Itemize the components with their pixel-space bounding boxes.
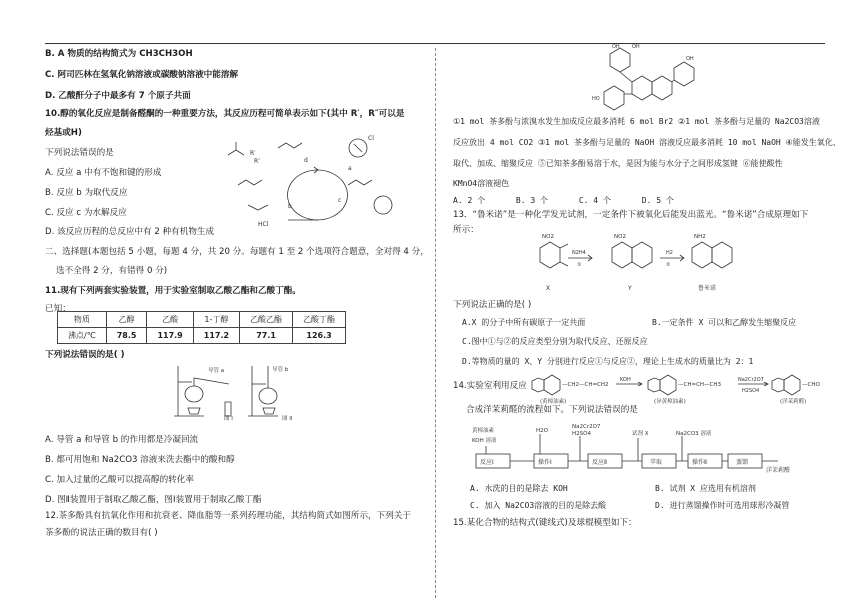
svg-text:—CH=CH—CH3: —CH=CH—CH3 — [678, 382, 722, 388]
ketone-skeleton — [228, 150, 244, 155]
svg-text:Y: Y — [628, 285, 632, 292]
svg-text:②: ② — [666, 262, 671, 268]
label-fig1: 图 I — [224, 416, 233, 422]
q12-stem-cont: 茶多酚的说法正确的数目有( ) — [45, 528, 158, 538]
apparatus-figure — [170, 362, 300, 420]
table-cell: 物质 — [58, 312, 107, 328]
table-cell: 126.3 — [293, 328, 346, 344]
q12-stem: 12.茶多酚具有抗氧化作用和抗衰老、降血脂等一系列药理功能，其结构简式如图所示，下列关于 — [45, 511, 412, 521]
table-row — [58, 328, 346, 344]
svg-text:①: ① — [577, 262, 582, 268]
label-tube-b: 导管 b — [272, 367, 289, 373]
q13-ask: 下列说法正确的是( ) — [453, 300, 532, 310]
table-header-row — [58, 312, 346, 328]
svg-text:OH: OH — [686, 56, 694, 62]
q11-stem: 11.现有下列两套实验装置，用于实验室制取乙酸乙酯和乙酸丁酯。 — [45, 286, 301, 296]
q13-option-b: B.一定条件 X 可以和乙醇发生缩聚反应 — [652, 318, 797, 327]
svg-text:操作Ⅱ: 操作Ⅱ — [692, 459, 707, 466]
q12-option-b: B. 3 个 — [515, 196, 549, 205]
q15-stem: 15.某化合物的结构式(键线式)及球棍模型如下： — [453, 518, 637, 528]
svg-text:洋茉莉醛: 洋茉莉醛 — [766, 467, 791, 474]
q13-option-d: D.等物质的量的 X、Y 分别进行反应①与反应②，理论上生成水的质量比为 2：1 — [462, 357, 754, 366]
svg-text:反应Ⅱ: 反应Ⅱ — [592, 459, 607, 466]
table-cell: 1-丁醇 — [193, 312, 239, 328]
q9-option-c: C. 阿司匹林在氢氧化钠溶液或碳酸钠溶液中能溶解 — [45, 70, 239, 80]
svg-text:H2SO4: H2SO4 — [572, 431, 591, 437]
svg-text:KOH 溶液: KOH 溶液 — [472, 438, 497, 444]
table-cell: 乙酸 — [147, 312, 193, 328]
q14-option-a: A. 水洗的目的是除去 KOH — [470, 484, 568, 493]
q10-stem: 10.醇的氧化反应是制备醛酮的一种重要方法，其反应历程可简单表示如下(其中 R′，R″可以是 — [45, 109, 405, 119]
svg-text:OH: OH — [612, 44, 620, 50]
q13-stem-cont: 所示： — [453, 225, 479, 235]
q14-reaction-scheme — [530, 372, 830, 406]
svg-text:(异黄樟油素): (异黄樟油素) — [654, 399, 686, 405]
q12-options — [453, 196, 674, 206]
no2-label-y: NO2 — [614, 234, 626, 240]
boiling-point-table — [57, 311, 346, 344]
svg-text:蒸馏: 蒸馏 — [736, 459, 749, 466]
q11-option-a: A. 导管 a 和导管 b 的作用都是冷凝回流 — [45, 435, 199, 445]
q10-option-c: C. 反应 c 为水解反应 — [45, 208, 127, 218]
luminol-synthesis-figure — [520, 234, 750, 296]
svg-text:b: b — [288, 203, 292, 210]
header-rule — [45, 43, 825, 44]
q12-statement-3: 取代、加成、缩聚反应 ⑤已知茶多酚易溶于水，是因为能与水分子之间形成氢键 ⑥能使酸性 — [453, 159, 783, 168]
q9-option-d: D. 乙酸酐分子中最多有 7 个原子共面 — [45, 91, 191, 101]
q11-option-d: D. 图Ⅱ装置用于制取乙酸乙酯，图Ⅰ装置用于制取乙酸丁酯 — [45, 495, 262, 505]
q14-option-c: C. 加入 Na2CO3溶液的目的是除去酸 — [470, 501, 607, 510]
svg-text:NH2: NH2 — [694, 234, 706, 240]
table-cell: 117.9 — [147, 328, 193, 344]
svg-text:(洋茉莉醛): (洋茉莉醛) — [780, 399, 807, 405]
table-cell: 沸点/℃ — [58, 328, 107, 344]
q10-option-d: D. 该反应历程的总反应中有 2 种有机物生成 — [45, 227, 215, 237]
q10-stem-cont: 烃基或H) — [45, 128, 82, 138]
q13-option-c: C.图中①与②的反应类型分别为取代反应、还原反应 — [462, 337, 648, 346]
section2-heading-cont: 选不全得 2 分，有错得 0 分) — [56, 266, 168, 276]
q12-statement-2: 反应放出 4 mol CO2 ③1 mol 茶多酚与足量的 NaOH 溶液反应最多消耗 10 mol NaOH ④能发生氧化、 — [453, 138, 841, 147]
svg-text:Cl: Cl — [368, 135, 374, 142]
svg-text:a: a — [348, 165, 352, 172]
section2-heading: 二、选择题(本题包括 5 小题，每题 4 分，共 20 分。每题有 1 至 2 个选项符合题意，全对得 4 分， — [45, 247, 429, 257]
svg-text:OH: OH — [632, 44, 640, 50]
label-tube-a: 导管 a — [208, 368, 225, 374]
tea-polyphenol-structure — [590, 44, 700, 114]
reaction-cycle-figure — [218, 130, 418, 230]
table-cell: 77.1 — [240, 328, 293, 344]
q14-stem: 14.实验室利用反应 — [453, 381, 527, 391]
svg-text:试剂 X: 试剂 X — [632, 431, 649, 437]
svg-text:R′: R′ — [250, 150, 256, 157]
q12-statement-4: KMnO4溶液褪色 — [453, 179, 510, 188]
svg-text:R″: R″ — [254, 158, 261, 165]
table-cell: 乙酸丁酯 — [293, 312, 346, 328]
q10-option-b: B. 反应 b 为取代反应 — [45, 188, 128, 198]
q11-ask: 下列说法错误的是( ) — [45, 350, 125, 360]
table-cell: 乙酸乙酯 — [240, 312, 293, 328]
svg-text:KOH: KOH — [620, 377, 631, 383]
svg-text:H2SO4: H2SO4 — [742, 388, 760, 394]
svg-text:黄樟油素: 黄樟油素 — [472, 428, 495, 434]
svg-text:(黄樟油素): (黄樟油素) — [540, 399, 567, 405]
q14-option-d: D. 进行蒸馏操作时可选用球形冷凝管 — [655, 501, 790, 510]
svg-text:反应Ⅰ: 反应Ⅰ — [480, 459, 494, 466]
q11-option-c: C. 加入过量的乙酸可以提高醇的转化率 — [45, 475, 194, 485]
q14-flow-chart — [470, 424, 810, 474]
q11-known: 已知： — [45, 304, 71, 314]
svg-text:NO2: NO2 — [542, 234, 554, 240]
table-cell: 117.2 — [193, 328, 239, 344]
svg-text:HO: HO — [592, 96, 600, 102]
svg-text:—CH2—CH=CH2: —CH2—CH=CH2 — [562, 382, 609, 388]
svg-text:H2O: H2O — [536, 428, 548, 434]
svg-text:操作Ⅰ: 操作Ⅰ — [538, 459, 552, 466]
q9-option-b: B. A 物质的结构简式为 CH3CH3OH — [45, 49, 193, 59]
svg-text:萃取: 萃取 — [650, 459, 663, 466]
q12-statement-1: ①1 mol 茶多酚与浓溴水发生加成反应最多消耗 6 mol Br2 ②1 mol 茶多酚与足量的 Na2CO3溶液 — [453, 117, 820, 126]
svg-text:Na2Cr2O7: Na2Cr2O7 — [738, 377, 764, 383]
q11-option-b: B. 都可用饱和 Na2CO3 溶液来洗去酯中的酸和醇 — [45, 455, 235, 465]
q12-option-d: D. 5 个 — [641, 196, 674, 205]
q14-option-b: B. 试剂 X 应选用有机溶剂 — [655, 484, 756, 493]
svg-text:Na2Cr2O7: Na2Cr2O7 — [572, 424, 601, 430]
q12-option-c: C. 4 个 — [578, 196, 611, 205]
q12-option-a: A. 2 个 — [453, 196, 486, 205]
svg-text:HCl: HCl — [258, 221, 269, 228]
q10-option-a: A. 反应 a 中有不饱和键的形成 — [45, 168, 162, 178]
q13-stem: 13．“鲁米诺”是一种化学发光试剂，一定条件下被氧化后能发出蓝光。“鲁米诺”合成原理如下 — [453, 210, 809, 220]
svg-text:N2H4: N2H4 — [572, 250, 586, 256]
svg-text:X: X — [546, 285, 551, 292]
svg-text:c: c — [338, 197, 342, 204]
q14-stem-cont: 合成洋茉莉醛的流程如下。下列说法错误的是 — [466, 405, 638, 415]
svg-text:鲁米诺: 鲁米诺 — [698, 285, 717, 292]
table-cell: 78.5 — [106, 328, 147, 344]
svg-text:H2: H2 — [666, 250, 673, 256]
svg-text:d: d — [304, 157, 308, 164]
svg-text:—CHO: —CHO — [802, 382, 820, 388]
q13-option-a: A.X 的分子中所有碳原子一定共面 — [462, 318, 586, 327]
svg-text:Na2CO3 溶液: Na2CO3 溶液 — [676, 431, 712, 437]
q10-ask: 下列说法错误的是 — [45, 148, 114, 158]
label-fig2: 图 II — [282, 416, 293, 422]
column-divider — [435, 48, 436, 598]
table-cell: 乙醇 — [106, 312, 147, 328]
